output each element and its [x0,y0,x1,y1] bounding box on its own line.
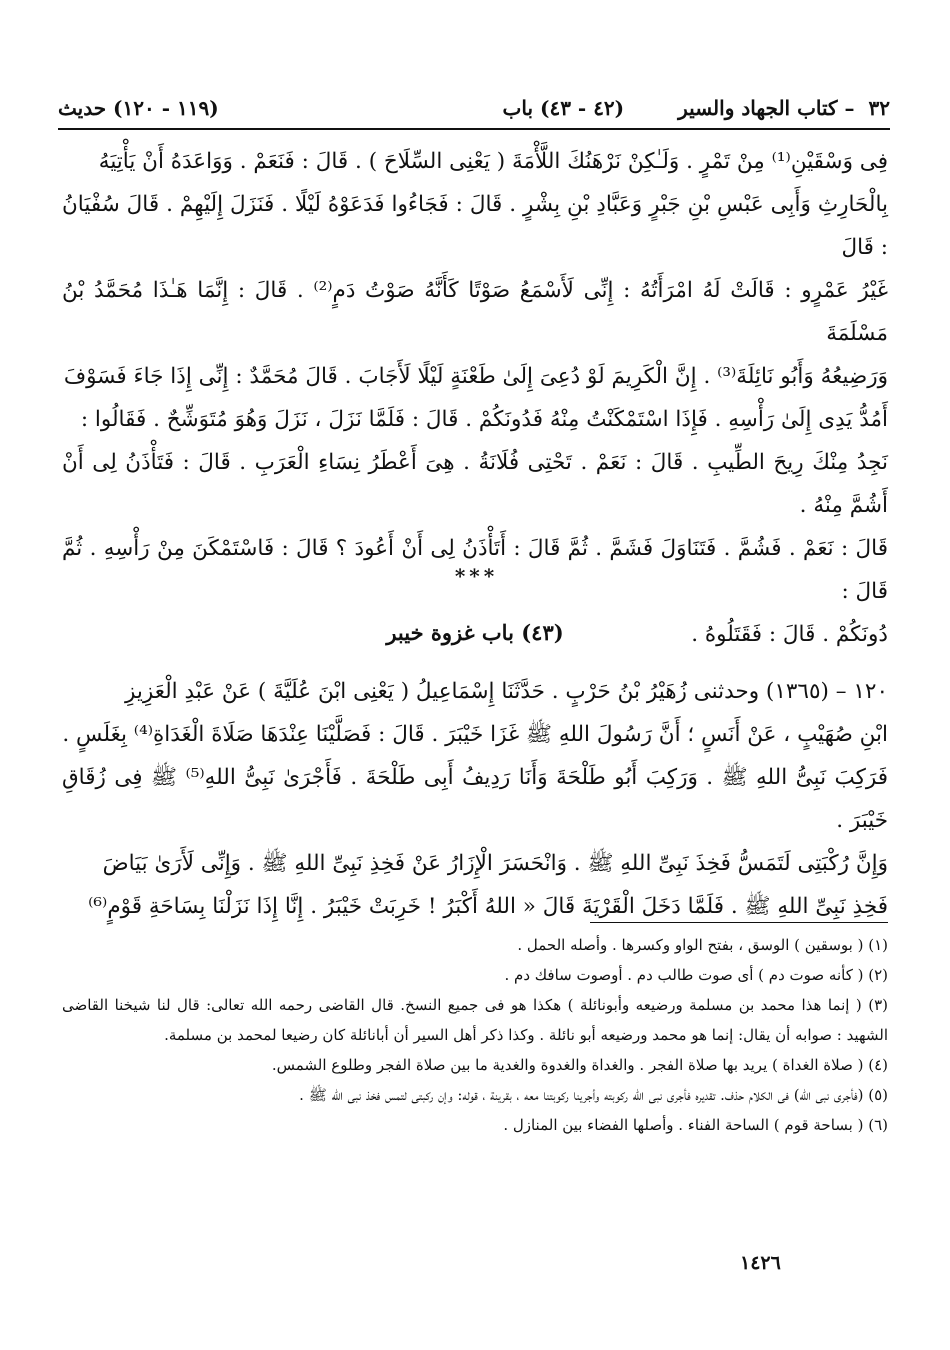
page-footer-number: ١٤٢٦ [740,1252,781,1274]
footnote: (٢) ( كأنه صوت دم ) أى صوت طالب دم . أوصوت سافك دم . [504,966,888,984]
main-line: أَمُدُّ يَدِى إِلَىٰ رَأْسِهِ . فَإِذَا اسْتَمْكَنْتُ مِنْهُ فَدُونَكُمْ . قَالَ : فَلَمَّا نَزَلَ ، نَزَلَ وَهُوَ مُتَوَشِّحٌ . فَقَالُوا : [80,407,888,432]
header-book-title: – كتاب الجهاد والسير [678,96,855,120]
main-line: بِالْحَارِثِ وَأَبِى عَبْسِ بْنِ جَبْرٍ وَعَبَّادِ بْنِ بِشْرٍ . قَالَ : فَجَاءُوا فَدَعَوْهُ لَيْلًا . فَنَزَلَ إِلَيْهِمْ . قَالَ سُفْيَانُ : قَالَ [62,192,888,260]
footnote: (٤) ( صلاة الغداة ) يريد بها صلاة الفجر . والغداة والغدوة والغدية ما بين صلاة الفجر وطلوع الشمس. [271,1056,888,1074]
footnotes [62,930,888,1140]
footnote: (٥) (فأجرى نبى الله) فى الكلام حذف. تقديره فأجرى نبى الله ركوبته وأجرينا ركوبتنا معه ، بقرينة ، قوله: وإن ركبتى لتمس فخذ نبى الله ﷺ . [299,1086,888,1104]
footnote-rule [590,922,888,923]
hadith-line: فَرَكِبَ نَبِىُّ اللهِ ﷺ . وَرَكِبَ أَبُو طَلْحَةَ وَأَنَا رَدِيفُ أَبِى طَلْحَةَ . فَأَجْرَىٰ نَبِىُّ اللهِ⁽⁵⁾ ﷺ فِى زُقَاقِ خَيْبَرَ . [62,765,888,833]
main-line: دُونَكُمْ . قَالَ : فَقَتَلُوهُ . [691,622,888,647]
section-separator: * * * [454,564,496,588]
main-line: فِى وَسْقَيْنِ⁽¹⁾ مِنْ تَمْرٍ . وَلَـٰكِنْ نَرْهَنُكَ اللَّأْمَةَ ( يَعْنِى السِّلَاحَ ) . قَالَ : فَنَعَمْ . وَوَاعَدَهُ أَنْ يَأْتِيَهُ [98,149,888,174]
header-hadith-range: (١١٩ - ١٢٠) حديث [58,96,219,120]
hadith-text [62,670,888,928]
hadith-line: ١٢٠ – (١٣٦٥) وحدثنى زُهَيْرُ بْنُ حَرْبٍ . حَدَّثَنَا إِسْمَاعِيلُ ( يَعْنِى ابْنَ عُلَيَّةَ ) عَنْ عَبْدِ الْعَزِيزِ [125,679,888,704]
chapter-title: (٤٣) باب غزوة خيبر [386,620,564,645]
main-line: وَرَضِيعُهُ وَأَبُو نَائِلَةَ⁽³⁾ . إِنَّ الْكَرِيمَ لَوْ دُعِىَ إِلَىٰ طَعْنَةٍ لَيْلًا لَأَجَابَ . قَالَ مُحَمَّدٌ : إِنِّى إِذَا جَاءَ فَسَوْفَ [63,364,888,389]
header-rule [58,128,890,130]
main-line: غَيْرُ عَمْرٍو : قَالَتْ لَهُ امْرَأَتُهُ : إِنِّى لَأَسْمَعُ صَوْتًا كَأَنَّهُ صَوْتُ دَمٍ⁽²⁾ . قَالَ : إِنَّمَا هَـٰذَا مُحَمَّدُ بْنُ مَسْلَمَةَ [62,278,888,346]
hadith-line: ابْنِ صُهَيْبٍ ، عَنْ أَنَسٍ ؛ أَنَّ رَسُولَ اللهِ ﷺ غَزَا خَيْبَرَ . قَالَ : فَصَلَّيْنَا عِنْدَهَا صَلَاةَ الْغَدَاةِ⁽⁴⁾ بِغَلَسٍ . [62,722,888,747]
hadith-line: فَخِذِ نَبِىِّ اللهِ ﷺ . فَلَمَّا دَخَلَ الْقَرْيَةَ قَالَ « اللهُ أَكْبَرُ ! خَرِبَتْ خَيْبَرُ . إِنَّا إِذَا نَزَلْنَا بِسَاحَةِ قَوْمٍ⁽⁶⁾ [88,894,888,919]
header-left [58,96,219,120]
page-header [58,88,890,128]
main-line: قَالَ : نَعَمْ . فَشُمَّ . فَتَنَاوَلَ فَشَمَّ . ثُمَّ قَالَ : أَتَأْذَنُ لِى أَنْ أَعُودَ ؟ قَالَ : فَاسْتَمْكَنَ مِنْ رَأْسِهِ . ثُمَّ قَالَ : [62,536,888,604]
main-line: نَجِدُ مِنْكَ رِيحَ الطِّيبِ . قَالَ : نَعَمْ . تَحْتِى فُلَانَةُ . هِىَ أَعْطَرُ نِسَاءِ الْعَرَبِ . قَالَ : فَتَأْذَنُ لِى أَنْ أَشُمَّ مِنْهُ . [62,450,888,518]
header-page-number: ٣٢ [868,96,890,120]
header-right [503,96,890,120]
hadith-line: وَإِنَّ رُكْبَتِى لَتَمَسُّ فَخِذَ نَبِىِّ اللهِ ﷺ . وَانْحَسَرَ الْإِزَارُ عَنْ فَخِذِ نَبِىِّ اللهِ ﷺ . وَإِنِّى لَأَرَىٰ بَيَاضَ [102,851,888,876]
footnote: (٣) ( إنما هذا محمد بن مسلمة ورضيعه وأبونائلة ) هكذا هو فى جميع النسخ. قال القاضى رحمه الله تعالى: قال لنا شيخنا القاضى الشهيد : صوابه أن يقال: إنما هو محمد ورضيعه أبو نائلة . وكذا ذكر أهل السير أن أبانائلة كان رضيعا لمحمد بن مسلمة. [62,996,888,1044]
header-chapter-range: (٤٢ - ٤٣) باب [502,96,625,120]
footnote: (١) ( بوسقين ) الوسق ، بفتح الواو وكسرها . وأصله الحمل . [517,936,888,954]
footnote: (٦) ( بساحة قوم ) الساحة الفناء . وأصلها الفضاء بين المنازل . [503,1116,888,1134]
